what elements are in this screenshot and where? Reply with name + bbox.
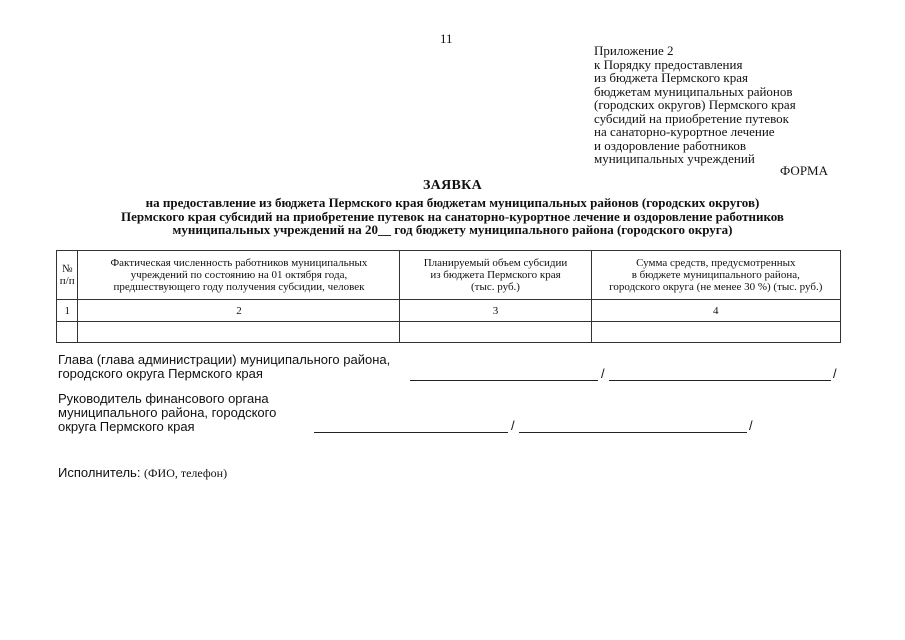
signature-separator: / (601, 366, 605, 381)
signature-label-line: муниципального района, городского (58, 405, 277, 420)
document-subtitle (40, 196, 865, 237)
subtitle-line: Пермского края субсидий на приобретение путевок на санаторно-курортное лечение и оздоровление работников (121, 208, 784, 224)
appendix-line: на санаторно-курортное лечение (594, 124, 775, 139)
executor-label: Исполнитель: (58, 465, 145, 480)
appendix-line: Приложение 2 (594, 43, 674, 58)
empty-cell[interactable] (57, 322, 78, 343)
application-table (56, 250, 841, 343)
header-cell-planned-subsidy: Планируемый объем субсидии из бюджета Пермского края (тыс. руб.) (400, 251, 591, 300)
table-header-row (57, 251, 841, 300)
appendix-line: и оздоровление работников (594, 137, 746, 153)
executor-line (58, 465, 227, 481)
column-number-cell: 2 (78, 300, 400, 322)
appendix-line: из бюджета Пермского края (594, 70, 749, 85)
page-number: 11 (440, 31, 453, 46)
signature-label-line: Глава (глава администрации) муниципального района, (58, 352, 391, 367)
appendix-line: (городских округов) Пермского края (594, 97, 796, 112)
header-cell-number: № п/п (57, 251, 78, 300)
table-row (57, 300, 841, 322)
column-number-cell: 1 (57, 300, 78, 322)
finance-name-line[interactable] (519, 432, 747, 433)
subtitle-line: муниципальных учреждений на 20__ год бюджету муниципального района (городского округа) (172, 222, 733, 237)
head-signature-line[interactable] (410, 380, 598, 381)
empty-cell[interactable] (400, 322, 591, 343)
column-number-cell: 4 (591, 300, 840, 322)
forma-label: ФОРМА (780, 163, 828, 178)
header-cell-employees: Фактическая численность работников муниципальных учреждений по состоянию на 01 октября года, предшествующего году получения субсидии, человек (78, 251, 400, 300)
signature-label-line: городского округа Пермского края (58, 366, 263, 381)
head-name-line[interactable] (609, 380, 831, 381)
header-cell-cofinancing: Сумма средств, предусмотренных в бюджете муниципального района, городского округа (не менее 30 %) (тыс. руб.) (591, 251, 840, 300)
head-signature-label (58, 353, 390, 381)
table-row (57, 322, 841, 343)
empty-cell[interactable] (78, 322, 400, 343)
finance-signature-line[interactable] (314, 432, 508, 433)
column-number-cell: 3 (400, 300, 591, 322)
appendix-line: к Порядку предоставления (594, 56, 743, 72)
appendix-line: субсидий на приобретение путевок (594, 110, 789, 126)
appendix-line: муниципальных учреждений (594, 151, 755, 166)
signature-separator: / (749, 418, 753, 433)
finance-signature-label (58, 392, 276, 434)
signature-label-line: округа Пермского края (58, 419, 195, 434)
signature-label-line: Руководитель финансового органа (58, 391, 269, 406)
signature-separator: / (511, 418, 515, 433)
executor-detail: (ФИО, телефон) (144, 466, 228, 480)
appendix-line: бюджетам муниципальных районов (594, 83, 793, 99)
document-title: ЗАЯВКА (422, 178, 482, 193)
signature-separator: / (833, 366, 837, 381)
appendix-header (594, 44, 796, 166)
empty-cell[interactable] (591, 322, 840, 343)
subtitle-line: на предоставление из бюджета Пермского края бюджетам муниципальных районов (городских округов) (145, 195, 760, 210)
